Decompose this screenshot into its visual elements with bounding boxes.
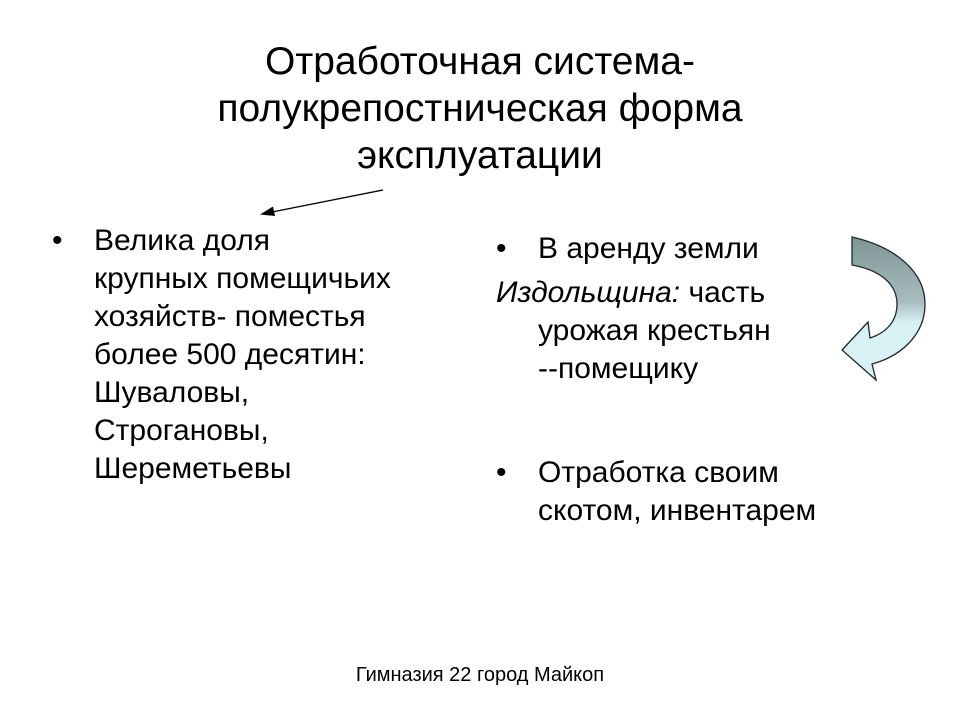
spacer: [496, 388, 916, 454]
list-item: [496, 230, 916, 268]
bullet-icon: •: [52, 224, 63, 257]
left-line: Шуваловы,: [94, 376, 250, 409]
right-item-2-line-1: [496, 274, 916, 312]
left-line: хозяйств- поместья: [94, 300, 366, 333]
bullet-icon: •: [496, 232, 507, 265]
left-line: Шереметьевы: [94, 452, 292, 485]
bullet-icon: •: [496, 456, 507, 489]
title-line-3: эксплуатации: [357, 134, 603, 177]
left-line: Строгановы,: [94, 414, 269, 447]
left-column-list: [52, 222, 472, 488]
footer: Гимназия 22 город Майкоп: [355, 664, 605, 686]
title-line-2: полукрепостническая форма: [217, 87, 743, 130]
slide-title: [90, 38, 870, 179]
right-item-2-line-2: урожая крестьян: [538, 314, 771, 347]
right-item-3-line-2: скотом, инвентарем: [538, 494, 817, 527]
left-line: крупных помещичьих: [94, 262, 391, 295]
right-item-2-rest: часть: [680, 276, 766, 309]
title-line-1: Отработочная система-: [265, 40, 695, 83]
right-item-2-label: Издольщина:: [496, 276, 681, 309]
left-line: более 500 десятин:: [94, 338, 366, 371]
right-column-list: [496, 230, 916, 530]
right-item-1: В аренду земли: [538, 232, 759, 265]
arrow-left-icon: [260, 190, 383, 216]
list-item: [496, 454, 916, 530]
list-item: [52, 222, 472, 488]
list-item: [496, 274, 916, 388]
right-item-2-line-3: --помещику: [538, 352, 699, 385]
left-line: Велика доля: [94, 224, 271, 257]
right-item-3-line-1: Отработка своим: [538, 456, 779, 489]
